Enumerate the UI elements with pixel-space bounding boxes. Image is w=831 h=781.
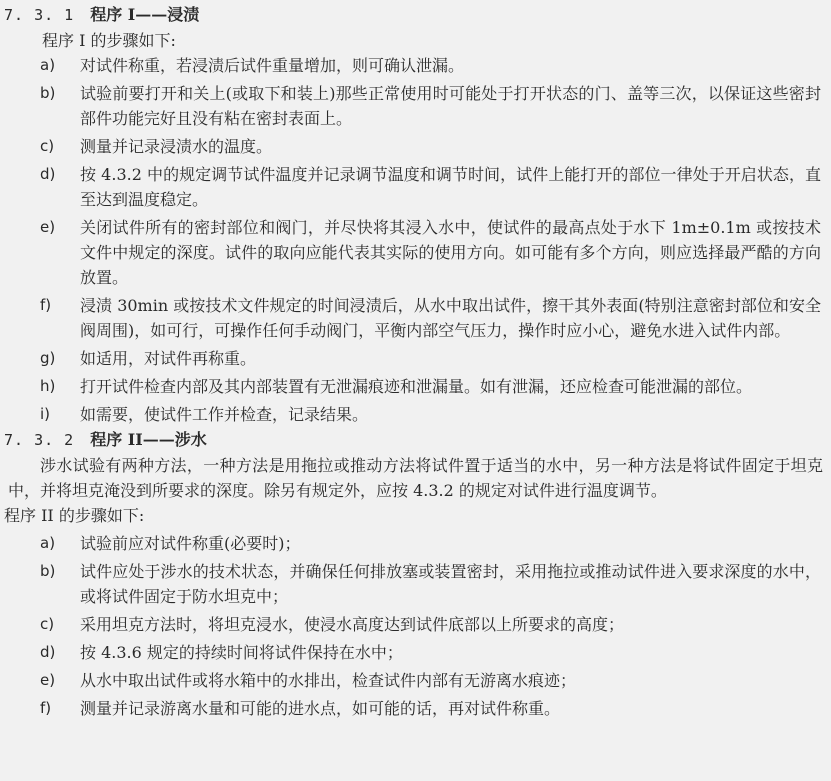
section-number: 7. 3. 2 <box>4 431 75 449</box>
step-label: b) <box>40 562 56 580</box>
step-item <box>4 215 823 290</box>
procedure-1-steps <box>4 53 823 427</box>
section-heading-7-3-1 <box>4 2 823 28</box>
section-title: 程序 II——涉水 <box>90 430 207 449</box>
step-label: a) <box>40 56 56 74</box>
step-label: d) <box>40 165 56 183</box>
step-label: h) <box>40 377 56 395</box>
step-text: 测量并记录浸渍水的温度。 <box>80 137 273 156</box>
step-item <box>4 162 823 212</box>
step-item <box>4 134 823 159</box>
step-text: 试件应处于涉水的技术状态，并确保任何排放塞或装置密封，采用拖拉或推动试件进入要求深度的水中，或将试件固定于防水坦克中； <box>80 562 821 606</box>
step-item <box>4 53 823 78</box>
step-text: 测量并记录游离水量和可能的进水点，如可能的话，再对试件称重。 <box>80 699 561 718</box>
step-label: a) <box>40 534 56 552</box>
step-text: 如需要，使试件工作并检查，记录结果。 <box>80 405 369 424</box>
step-text: 对试件称重，若浸渍后试件重量增加，则可确认泄漏。 <box>80 56 465 75</box>
step-label: e) <box>40 218 56 236</box>
step-text: 打开试件检查内部及其内部装置有无泄漏痕迹和泄漏量。如有泄漏，还应检查可能泄漏的部位。 <box>80 377 753 396</box>
section-heading-7-3-2 <box>4 427 823 453</box>
step-item <box>4 668 823 693</box>
step-text: 浸渍 30min 或按技术文件规定的时间浸渍后，从水中取出试件，擦干其外表面(特别注意密封部位和安全阀周围)，如可行，可操作任何手动阀门，平衡内部空气压力，操作时应小心，避免水进入试件内部。 <box>80 296 821 340</box>
step-text: 试验前应对试件称重(必要时)； <box>80 534 301 553</box>
step-label: f) <box>40 699 52 717</box>
step-item <box>4 374 823 399</box>
step-text: 如适用，对试件再称重。 <box>80 349 257 368</box>
step-label: f) <box>40 296 52 314</box>
step-label: i) <box>40 405 51 423</box>
step-item <box>4 559 823 609</box>
step-label: c) <box>40 137 55 155</box>
step-label: c) <box>40 615 55 633</box>
step-text: 从水中取出试件或将水箱中的水排出，检查试件内部有无游离水痕迹； <box>80 671 577 690</box>
step-item <box>4 402 823 427</box>
step-item <box>4 293 823 343</box>
step-item <box>4 696 823 721</box>
procedure-intro: 程序 II 的步骤如下: <box>4 506 145 525</box>
step-item <box>4 81 823 131</box>
step-text: 试验前要打开和关上(或取下和装上)那些正常使用时可能处于打开状态的门、盖等三次，以保证这些密封部件功能完好且没有粘在密封表面上。 <box>80 84 821 128</box>
section-number: 7. 3. 1 <box>4 6 75 24</box>
step-label: b) <box>40 84 56 102</box>
step-label: g) <box>40 349 56 367</box>
procedure-2-steps <box>4 531 823 721</box>
procedure-intro: 程序 I 的步骤如下: <box>42 31 176 50</box>
step-item <box>4 531 823 556</box>
step-text: 关闭试件所有的密封部位和阀门，并尽快将其浸入水中，使试件的最高点处于水下 1m±0.1m 或按技术文件中规定的深度。试件的取向应能代表其实际的使用方向。如可能有多个方向，则应选择最严酷的方向放置。 <box>80 218 821 287</box>
section-title: 程序 I——浸渍 <box>90 5 200 24</box>
step-label: d) <box>40 643 56 661</box>
section-paragraph: 涉水试验有两种方法，一种方法是用拖拉或推动方法将试件置于适当的水中，另一种方法是将试件固定于坦克中，并将坦克淹没到所要求的深度。除另有规定外，应按 4.3.2 的规定对试件进行温度调节。 <box>8 456 823 500</box>
step-label: e) <box>40 671 56 689</box>
step-item <box>4 612 823 637</box>
step-item <box>4 640 823 665</box>
step-text: 按 4.3.6 规定的持续时间将试件保持在水中； <box>80 643 403 662</box>
step-text: 按 4.3.2 中的规定调节试件温度并记录调节温度和调节时间，试件上能打开的部位一律处于开启状态，直至达到温度稳定。 <box>80 165 821 209</box>
step-item <box>4 346 823 371</box>
step-text: 采用坦克方法时，将坦克浸水，使浸水高度达到试件底部以上所要求的高度； <box>80 615 625 634</box>
